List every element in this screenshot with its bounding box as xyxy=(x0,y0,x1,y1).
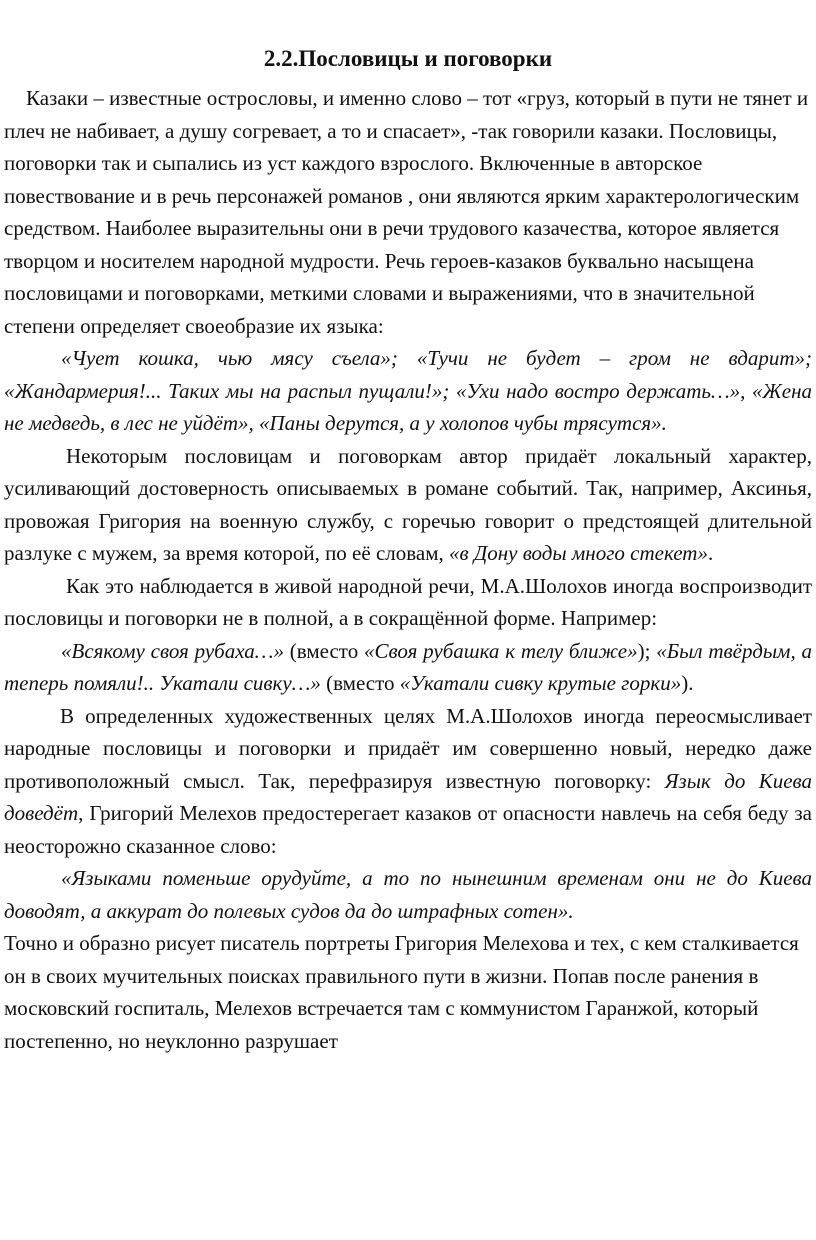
paragraph-shortened-form: Как это наблюдается в живой народной речи, М.А.Шолохов иногда воспроизводит пословицы и поговорки не в полной, а в сокращённой форме. Например: xyxy=(4,573,812,630)
shortened-examples xyxy=(4,635,812,700)
paragraph-reinterpretation xyxy=(4,700,812,863)
paragraph-intro: Казаки – известные острословы, и именно слово – тот «груз, который в пути не тянет и плеч не набивает, а душу согревает, а то и спасает», -так говорили казаки. Пословицы, поговорки так и сыпались из уст каждого взрослого. Включенные в авторское повествование и в речь персонажей романов , они являются ярким характерологическим средством. Наиболее выразительны они в речи трудового казачества, которое является творцом и носителем народной мудрости. Речь героев-казаков буквально насыщена пословицами и поговорками, меткими словами и выражениями, что в значительной степени определяет своеобразие их языка: xyxy=(4,86,809,338)
melekhov-quote: «Языками поменьше орудуйте, а то по нынешним временам они не до Киева доводят, а аккурат до полевых судов да до штрафных сотен». xyxy=(4,866,812,923)
paragraph-reinterpretation-end: , Григорий Мелехов предостерегает казаков от опасности навлечь на себя беду за неосторожно сказанное слово: xyxy=(4,801,812,858)
paragraph-local-character-text: Некоторым пословицам и поговоркам автор придаёт локальный характер, усиливающий достоверность описываемых в романе событий. Так, например, Аксинья, провожая Григория на военную службу, с горечью говорит о предстоящей длительной разлуке с мужем, за время которой, по её словам, xyxy=(4,443,812,565)
paragraph-reinterpretation-text: В определенных художественных целях М.А.Шолохов иногда переосмысливает народные пословицы и поговорки и придаёт им совершенно новый, нередко даже противоположный смысл. Так, перефразируя известную поговорку: xyxy=(4,703,812,793)
closing: ). xyxy=(681,671,694,695)
aksinya-quote: «в Дону воды много стекет» xyxy=(449,541,708,565)
instead-1: (вместо xyxy=(283,638,365,663)
example-1-full: «Своя рубашка к телу ближе» xyxy=(364,638,638,663)
paragraph-local-character xyxy=(4,440,812,570)
proverbs-quote: «Чует кошка, чью мясу съела»; «Тучи не будет – гром не вдарит»; «Жандармерия!... Таких мы на распыл пущали!»; «Ухи надо востро держать…», «Жена не медведь, в лес не уйдёт», «Паны дерутся, а у холопов чубы трясутся». xyxy=(4,346,812,435)
example-2: «Был твёрдым, а теперь помяли!.. Укатали сивку…» xyxy=(4,638,813,695)
instead-2: (вместо xyxy=(320,671,400,695)
example-1: «Всякому своя рубаха…» xyxy=(61,638,284,663)
separator: ); xyxy=(637,638,657,663)
example-2-full: «Укатали сивку крутые горки» xyxy=(399,671,682,695)
paragraph-local-character-end: . xyxy=(707,541,714,565)
paragraph-portraits: Точно и образно рисует писатель портреты Григория Мелехова и тех, с кем сталкивается он в своих мучительных поисках правильного пути в жизни. Попав после ранения в московский госпиталь, Мелехов встречается там с коммунистом Гаранжой, который постепенно, но неуклонно разрушает xyxy=(4,931,799,1053)
section-title: 2.2.Пословицы и поговорки xyxy=(263,46,553,71)
proverb-kiev: Язык до Киева доведёт xyxy=(4,768,813,825)
